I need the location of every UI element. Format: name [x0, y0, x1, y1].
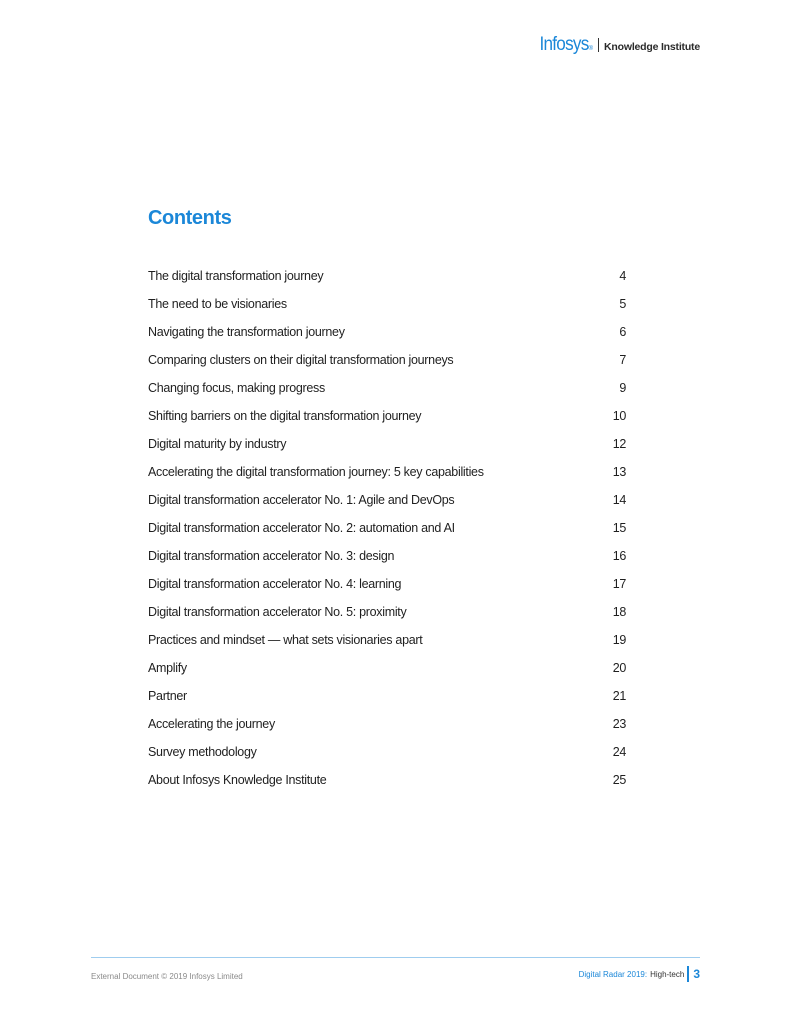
toc-entry-page: 20 [612, 661, 626, 675]
toc-entry[interactable] [148, 542, 626, 570]
toc-entry-page: 4 [619, 269, 626, 283]
toc-entry[interactable] [148, 598, 626, 626]
toc-entry[interactable] [148, 486, 626, 514]
toc-entry[interactable] [148, 738, 626, 766]
toc-entry-title: Accelerating the journey [148, 717, 275, 731]
toc-entry-page: 13 [612, 465, 626, 479]
infosys-logo [534, 34, 700, 56]
toc-entry-page: 18 [612, 605, 626, 619]
toc-entry-page: 16 [612, 549, 626, 563]
toc-entry[interactable] [148, 402, 626, 430]
toc-entry-page: 21 [612, 689, 626, 703]
toc-entry-title: Digital transformation accelerator No. 5: proximity [148, 605, 407, 619]
footer-report-name: Digital Radar 2019: [578, 969, 648, 979]
logo-brand: Infosys [539, 34, 589, 55]
toc-entry[interactable] [148, 626, 626, 654]
footer-report-info [579, 966, 700, 982]
toc-entry-title: About Infosys Knowledge Institute [148, 773, 327, 787]
toc-entry-page: 9 [619, 381, 626, 395]
table-of-contents [148, 262, 626, 794]
page-number: 3 [693, 967, 700, 981]
toc-entry[interactable] [148, 374, 626, 402]
footer-divider [91, 957, 700, 958]
toc-entry-page: 6 [619, 325, 626, 339]
toc-entry-page: 12 [612, 437, 626, 451]
toc-entry-page: 5 [619, 297, 626, 311]
toc-entry-page: 7 [619, 353, 626, 367]
logo-registered-mark: ® [588, 46, 594, 52]
footer-page-divider [687, 966, 689, 982]
toc-entry-title: Navigating the transformation journey [148, 325, 345, 339]
toc-entry[interactable] [148, 514, 626, 542]
toc-entry[interactable] [148, 458, 626, 486]
toc-entry[interactable] [148, 318, 626, 346]
footer-copyright: External Document © 2019 Infosys Limited [91, 972, 243, 981]
toc-entry-title: Partner [148, 689, 187, 703]
toc-entry[interactable] [148, 654, 626, 682]
toc-entry-page: 19 [612, 633, 626, 647]
toc-entry-page: 15 [612, 521, 626, 535]
toc-entry-page: 10 [612, 409, 626, 423]
logo-divider [598, 38, 599, 52]
toc-entry-page: 24 [612, 745, 626, 759]
toc-entry-title: Digital transformation accelerator No. 1: Agile and DevOps [148, 493, 455, 507]
toc-entry-title: Amplify [148, 661, 187, 675]
toc-entry[interactable] [148, 346, 626, 374]
toc-entry-title: Accelerating the digital transformation journey: 5 key capabilities [148, 465, 484, 479]
toc-entry-page: 17 [612, 577, 626, 591]
toc-entry[interactable] [148, 430, 626, 458]
toc-entry-title: Comparing clusters on their digital transformation journeys [148, 353, 454, 367]
toc-entry-title: Survey methodology [148, 745, 257, 759]
toc-entry-title: Digital transformation accelerator No. 2: automation and AI [148, 521, 455, 535]
toc-entry[interactable] [148, 570, 626, 598]
page-title: Contents [148, 207, 232, 229]
toc-entry-title: Digital maturity by industry [148, 437, 287, 451]
toc-entry[interactable] [148, 710, 626, 738]
toc-entry[interactable] [148, 262, 626, 290]
footer-industry: High-tech [650, 969, 685, 979]
toc-entry-title: Digital transformation accelerator No. 3: design [148, 549, 395, 563]
toc-entry-title: The digital transformation journey [148, 269, 324, 283]
toc-entry-title: Digital transformation accelerator No. 4: learning [148, 577, 402, 591]
toc-entry-title: Practices and mindset — what sets visionaries apart [148, 633, 423, 647]
toc-entry-title: Changing focus, making progress [148, 381, 325, 395]
toc-entry-page: 14 [612, 493, 626, 507]
toc-entry-page: 23 [612, 717, 626, 731]
toc-entry[interactable] [148, 682, 626, 710]
logo-subtitle: Knowledge Institute [604, 41, 700, 53]
toc-entry-title: The need to be visionaries [148, 297, 287, 311]
toc-entry[interactable] [148, 766, 626, 794]
toc-entry-page: 25 [612, 773, 626, 787]
toc-entry-title: Shifting barriers on the digital transformation journey [148, 409, 422, 423]
toc-entry[interactable] [148, 290, 626, 318]
